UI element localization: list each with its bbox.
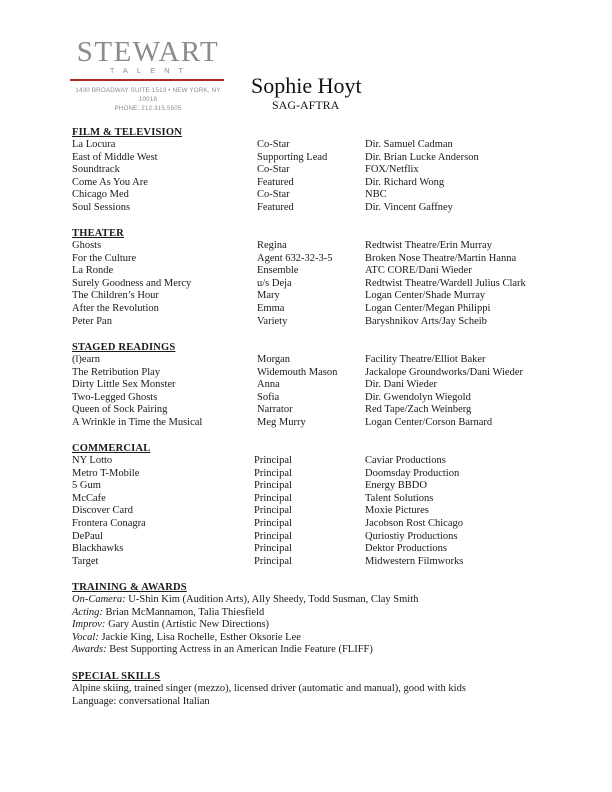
union-affiliation: SAG-AFTRA	[272, 98, 340, 112]
credit-project: Two-Legged Ghosts	[72, 391, 158, 403]
credit-project: Soundtrack	[72, 164, 120, 176]
credit-project: Discover Card	[72, 505, 133, 517]
training-text: Jackie King, Lisa Rochelle, Esther Oksorie Lee	[98, 631, 301, 643]
agency-phone: PHONE: 212.315.5505	[114, 105, 182, 112]
credit-row	[72, 303, 552, 316]
credit-company: Caviar Productions	[365, 455, 446, 466]
training-line	[72, 632, 552, 645]
section-title-film-tv: FILM & TELEVISION	[72, 127, 182, 138]
section-title-training: TRAINING & AWARDS	[72, 582, 187, 593]
credit-role: Supporting Lead	[257, 151, 328, 163]
credit-role: Morgan	[257, 354, 291, 365]
training-line	[72, 607, 552, 620]
credit-row	[72, 417, 552, 430]
readings-rows	[72, 354, 552, 430]
training-line	[72, 594, 552, 607]
credit-company: Redtwist Theatre/Wardell Julius Clark	[365, 277, 526, 289]
credit-project: Dirty Little Sex Monster	[72, 379, 176, 391]
credit-project: Surely Goodness and Mercy	[72, 277, 192, 289]
section-title-theater: THEATER	[72, 228, 124, 239]
training-text: Gary Austin (Artistic New Directions)	[105, 619, 270, 631]
credit-role: Principal	[254, 555, 292, 567]
credit-row	[72, 240, 552, 253]
credit-project: Metro T-Mobile	[72, 467, 140, 479]
credit-row	[72, 265, 552, 278]
credit-project: La Locura	[72, 139, 116, 150]
credit-project: (l)earn	[72, 354, 100, 365]
credit-role: Principal	[254, 543, 292, 555]
section-commercial	[72, 442, 552, 568]
credit-row	[72, 518, 552, 531]
credit-row	[72, 152, 552, 165]
credit-row	[72, 468, 552, 481]
language-line: Language: conversational Italian	[72, 695, 210, 707]
training-text: Best Supporting Actress in an American Indie Feature (FLIFF)	[106, 644, 373, 656]
training-lines	[72, 594, 552, 657]
credit-row	[72, 493, 552, 506]
credit-role: Featured	[257, 201, 294, 213]
credit-role: Emma	[257, 302, 285, 314]
credit-role: Co-Star	[257, 189, 290, 201]
credit-company: Energy BBDO	[365, 480, 427, 492]
credit-row	[72, 290, 552, 303]
credit-row	[72, 455, 552, 468]
agency-address: 1430 BROADWAY SUITE 1513 • NEW YORK, NY 10018	[75, 87, 221, 103]
credit-company: Dir. Dani Wieder	[365, 379, 437, 391]
credit-company: ATC CORE/Dani Wieder	[365, 265, 472, 277]
credit-company: Logan Center/Shade Murray	[365, 290, 486, 302]
credit-role: Widemouth Mason	[257, 366, 338, 378]
credit-project: Chicago Med	[72, 189, 129, 201]
credit-company: Logan Center/Corson Barnard	[365, 416, 493, 428]
credit-company: Dektor Productions	[365, 543, 447, 555]
credit-row	[72, 177, 552, 190]
credit-row	[72, 480, 552, 493]
credit-company: Dir. Vincent Gaffney	[365, 201, 453, 213]
section-training-awards	[72, 581, 552, 657]
credit-role: Meg Murry	[257, 416, 306, 428]
actor-name: Sophie Hoyt	[251, 73, 362, 98]
credit-role: Featured	[257, 176, 294, 188]
credit-row	[72, 367, 552, 380]
credit-row	[72, 556, 552, 569]
credit-project: Soul Sessions	[72, 201, 131, 213]
training-label: Awards:	[72, 644, 107, 656]
credit-project: McCafe	[72, 492, 106, 504]
credit-company: Jacobson Rost Chicago	[365, 517, 463, 529]
credit-role: Mary	[257, 290, 280, 302]
credit-project: 5 Gum	[72, 480, 101, 492]
credit-row	[72, 202, 552, 215]
credit-role: Sofia	[257, 391, 280, 403]
credit-row	[72, 139, 552, 152]
credit-company: Logan Center/Megan Philippi	[365, 302, 491, 314]
film-tv-rows	[72, 139, 552, 215]
credit-company: Baryshnikov Arts/Jay Scheib	[365, 315, 487, 327]
credit-project: A Wrinkle in Time the Musical	[72, 416, 203, 428]
credit-company: Redtwist Theatre/Erin Murray	[365, 240, 492, 251]
credit-project: Frontera Conagra	[72, 517, 146, 529]
section-title-commercial: COMMERCIAL	[72, 443, 151, 454]
credit-company: Jackalope Groundworks/Dani Wieder	[365, 366, 524, 378]
credit-row	[72, 253, 552, 266]
credit-role: Variety	[257, 315, 288, 327]
section-film-tv	[72, 126, 552, 215]
credit-row	[72, 189, 552, 202]
credit-row	[72, 354, 552, 367]
credit-role: Principal	[254, 492, 292, 504]
credit-role: Principal	[254, 455, 292, 466]
agency-name: STEWART	[76, 36, 220, 68]
training-text: Brian McMannamon, Talia Thiesfield	[102, 606, 265, 618]
credit-project: The Retribution Play	[72, 366, 161, 378]
credit-company: Midwestern Filmworks	[365, 555, 464, 567]
section-special-skills	[72, 670, 552, 708]
credit-project: La Ronde	[72, 265, 114, 277]
credit-role: Anna	[257, 379, 280, 391]
credit-company: Dir. Samuel Cadman	[365, 139, 453, 150]
credit-company: Broken Nose Theatre/Martin Hanna	[365, 252, 517, 264]
credit-project: Ghosts	[72, 240, 102, 251]
credit-role: Principal	[254, 517, 292, 529]
credit-project: Come As You Are	[72, 176, 148, 188]
credit-row	[72, 392, 552, 405]
training-text: U-Shin Kim (Audition Arts), Ally Sheedy, Todd Susman, Clay Smith	[125, 594, 419, 605]
credit-company: FOX/Netflix	[365, 164, 419, 176]
credit-role: Co-Star	[257, 139, 290, 150]
credit-company: Dir. Brian Lucke Anderson	[365, 151, 479, 163]
credit-project: For the Culture	[72, 252, 137, 264]
credit-role: Co-Star	[257, 164, 290, 176]
credit-company: Talent Solutions	[365, 492, 434, 504]
credit-role: Regina	[257, 240, 287, 251]
credit-project: After the Revolution	[72, 302, 159, 314]
credit-project: Queen of Sock Pairing	[72, 404, 168, 416]
skills-line: Alpine skiing, trained singer (mezzo), licensed driver (automatic and manual), good with kids	[72, 683, 466, 694]
theater-rows	[72, 240, 552, 328]
credit-project: Blackhawks	[72, 543, 124, 555]
credit-company: Dir. Richard Wong	[365, 176, 445, 188]
section-title-skills: SPECIAL SKILLS	[72, 671, 161, 682]
credit-row	[72, 379, 552, 392]
credit-row	[72, 531, 552, 544]
credit-project: DePaul	[72, 530, 103, 542]
credit-row	[72, 164, 552, 177]
credit-project: The Children’s Hour	[72, 290, 159, 302]
credit-company: NBC	[365, 189, 387, 201]
section-title-staged-readings: STAGED READINGS	[72, 342, 176, 353]
credit-role: Principal	[254, 467, 292, 479]
training-label: Improv:	[72, 619, 106, 631]
credit-row	[72, 505, 552, 518]
training-label: On-Camera:	[72, 594, 126, 605]
training-line	[72, 644, 552, 657]
agency-logo	[70, 38, 226, 113]
credit-row	[72, 543, 552, 556]
section-theater	[72, 227, 552, 328]
agency-subtitle: TALENT	[109, 66, 193, 75]
commercial-rows	[72, 455, 552, 568]
agency-address-block	[70, 86, 226, 113]
credit-role: Agent 632-32-3-5	[257, 252, 333, 264]
training-line	[72, 619, 552, 632]
credit-project: Peter Pan	[72, 315, 112, 327]
credit-role: Narrator	[257, 404, 293, 416]
credit-row	[72, 316, 552, 329]
credit-company: Moxie Pictures	[365, 505, 429, 517]
credit-company: Dir. Gwendolyn Wiegold	[365, 391, 471, 403]
credit-role: u/s Deja	[257, 277, 292, 289]
credit-role: Principal	[254, 480, 292, 492]
credit-row	[72, 278, 552, 291]
credit-project: NY Lotto	[72, 455, 113, 466]
credit-role: Principal	[254, 505, 292, 517]
credit-role: Principal	[254, 530, 292, 542]
credit-company: Quriostiy Productions	[365, 530, 458, 542]
section-staged-readings	[72, 341, 552, 430]
credit-project: Target	[72, 555, 99, 567]
training-label: Acting:	[72, 606, 103, 618]
credit-project: East of Middle West	[72, 151, 158, 163]
agency-rule	[70, 79, 224, 81]
credit-company: Doomsday Production	[365, 467, 460, 479]
credit-company: Red Tape/Zach Weinberg	[365, 404, 472, 416]
credit-role: Ensemble	[257, 265, 299, 277]
credit-company: Facility Theatre/Elliot Baker	[365, 354, 486, 365]
credit-row	[72, 404, 552, 417]
training-label: Vocal:	[72, 631, 99, 643]
